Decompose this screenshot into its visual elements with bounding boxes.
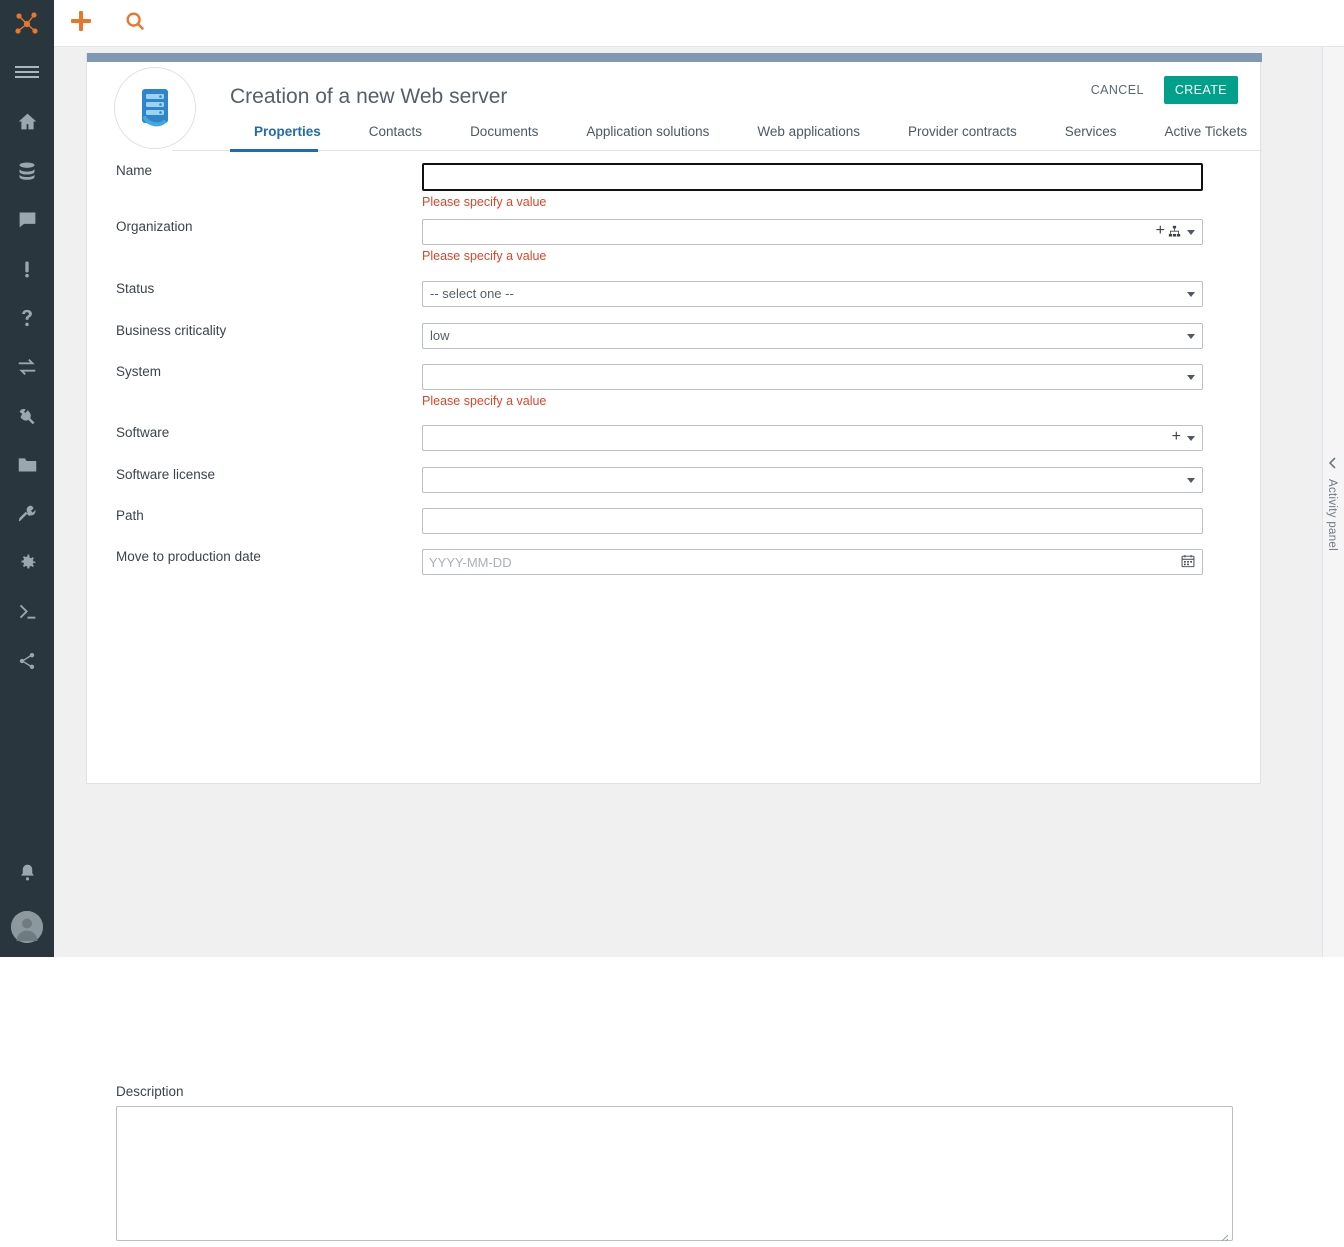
chat-icon xyxy=(17,209,38,230)
object-icon xyxy=(114,67,196,149)
status-select[interactable] xyxy=(422,281,1203,307)
tab-properties[interactable]: Properties xyxy=(254,124,321,139)
business-criticality-select[interactable] xyxy=(422,323,1203,349)
sidebar-item-configuration-management[interactable] xyxy=(0,146,54,195)
field-name xyxy=(87,163,1262,219)
terminal-icon xyxy=(17,601,38,622)
sidebar-item-incident-management[interactable] xyxy=(0,244,54,293)
sidebar-item-shortcuts[interactable] xyxy=(0,636,54,685)
sidebar-item-documents[interactable] xyxy=(0,440,54,489)
description-input[interactable] xyxy=(116,1106,1233,1241)
move-to-production-date-input[interactable] xyxy=(422,549,1203,575)
chevron-down-icon[interactable] xyxy=(1187,334,1195,339)
field-path xyxy=(87,508,1262,549)
share-icon xyxy=(17,651,37,671)
add-software-icon[interactable]: + xyxy=(1171,428,1181,445)
activity-panel-label[interactable]: Activity panel xyxy=(1326,479,1338,551)
tab-application-solutions[interactable]: Application solutions xyxy=(586,124,710,139)
tab-provider-contracts[interactable]: Provider contracts xyxy=(907,124,1017,139)
folder-icon xyxy=(17,454,38,475)
sidebar-item-home[interactable] xyxy=(0,97,54,146)
card-banner xyxy=(87,53,1262,62)
sidebar-item-service-management[interactable] xyxy=(0,293,54,342)
name-input[interactable] xyxy=(422,163,1203,191)
field-label-move-to-production-date: Move to production date xyxy=(116,549,261,564)
plug-icon xyxy=(17,405,38,426)
field-label-software: Software xyxy=(116,425,170,440)
search-icon xyxy=(124,10,146,37)
sidebar-item-change-management[interactable] xyxy=(0,342,54,391)
software-select[interactable] xyxy=(422,425,1203,451)
create-button[interactable]: CREATE xyxy=(1164,76,1238,104)
sidebar-item-helpdesk[interactable] xyxy=(0,195,54,244)
web-server-icon xyxy=(129,82,181,134)
system-select[interactable] xyxy=(422,364,1203,390)
chevron-down-icon[interactable] xyxy=(1187,436,1195,441)
exclamation-icon xyxy=(17,259,37,279)
app-logo[interactable] xyxy=(0,0,54,47)
object-creation-card xyxy=(86,53,1261,1099)
name-error: Please specify a value xyxy=(422,195,547,209)
global-search-button[interactable] xyxy=(108,0,162,47)
chevron-left-icon[interactable] xyxy=(1328,457,1338,472)
tab-underline xyxy=(172,150,1262,151)
field-software-license xyxy=(87,467,1262,508)
hamburger-icon xyxy=(15,71,39,73)
activity-panel xyxy=(1322,47,1344,957)
properties-form xyxy=(87,163,1262,1099)
sidebar-bottom xyxy=(0,848,54,957)
page-canvas xyxy=(54,47,1344,1099)
notifications-button[interactable] xyxy=(0,848,54,897)
software-license-select[interactable] xyxy=(422,467,1203,493)
tab-web-applications[interactable]: Web applications xyxy=(757,124,860,139)
field-system xyxy=(87,364,1262,425)
new-object-button[interactable] xyxy=(54,0,108,47)
organization-error: Please specify a value xyxy=(422,249,547,263)
chevron-down-icon[interactable] xyxy=(1187,292,1195,297)
gear-icon xyxy=(17,552,38,573)
hamburger-icon xyxy=(15,66,39,68)
top-bar xyxy=(54,0,1344,47)
field-label-business-criticality: Business criticality xyxy=(116,323,227,338)
tab-documents[interactable]: Documents xyxy=(470,124,539,139)
cancel-button[interactable]: CANCEL xyxy=(1085,82,1150,98)
sidebar-item-console[interactable] xyxy=(0,587,54,636)
path-input[interactable] xyxy=(422,508,1203,534)
hamburger-icon xyxy=(15,76,39,78)
sidebar-item-configuration[interactable] xyxy=(0,538,54,587)
field-label-organization: Organization xyxy=(116,219,193,234)
system-error: Please specify a value xyxy=(422,394,547,408)
database-icon xyxy=(17,161,37,181)
home-icon xyxy=(17,111,38,132)
field-label-status: Status xyxy=(116,281,155,296)
active-tab-indicator xyxy=(230,149,318,152)
field-software xyxy=(87,425,1262,467)
chevron-down-icon[interactable] xyxy=(1187,375,1195,380)
tab-services[interactable]: Services xyxy=(1064,124,1117,139)
question-icon xyxy=(17,308,37,328)
tab-contacts[interactable]: Contacts xyxy=(368,124,423,139)
field-move-to-production-date xyxy=(87,549,1262,591)
card-actions xyxy=(1085,76,1238,104)
menu-toggle-button[interactable] xyxy=(0,47,54,97)
sidebar xyxy=(0,0,54,957)
status-value: -- select one -- xyxy=(430,286,514,301)
bell-icon xyxy=(18,863,37,882)
page-title: Creation of a new Web server xyxy=(230,85,508,108)
calendar-icon[interactable] xyxy=(1181,554,1195,573)
hierarchy-icon[interactable] xyxy=(1168,225,1181,243)
chevron-down-icon[interactable] xyxy=(1187,478,1195,483)
add-organization-icon[interactable]: + xyxy=(1155,222,1165,239)
itop-logo-icon xyxy=(14,11,40,37)
field-organization xyxy=(87,219,1262,281)
field-business-criticality xyxy=(87,323,1262,364)
tab-bar xyxy=(230,113,1248,151)
business-criticality-value: low xyxy=(430,328,450,343)
field-label-system: System xyxy=(116,364,162,379)
organization-select[interactable] xyxy=(422,219,1203,245)
field-status xyxy=(87,281,1262,323)
plus-icon xyxy=(69,9,93,38)
tools-icon xyxy=(17,503,38,524)
sidebar-item-admin-tools[interactable] xyxy=(0,489,54,538)
avatar[interactable] xyxy=(11,911,43,943)
sidebar-item-service-family[interactable] xyxy=(0,391,54,440)
field-label-name: Name xyxy=(116,163,153,178)
tab-active-tickets[interactable]: Active Tickets xyxy=(1164,124,1248,139)
field-label-path: Path xyxy=(116,508,144,523)
exchange-icon xyxy=(16,356,38,378)
field-label-description: Description xyxy=(116,1084,184,1099)
field-label-software-license: Software license xyxy=(116,467,216,482)
chevron-down-icon[interactable] xyxy=(1187,230,1195,235)
